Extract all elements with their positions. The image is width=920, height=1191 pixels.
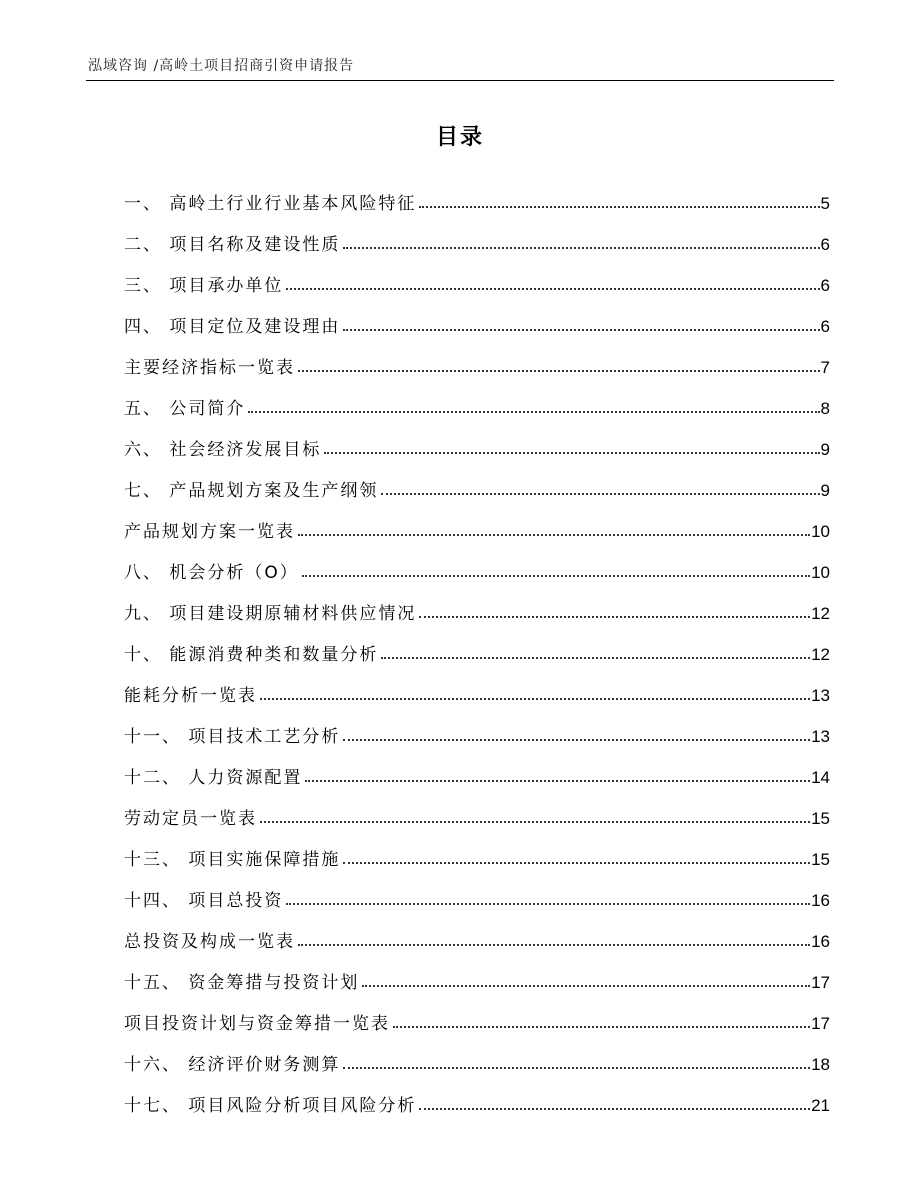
toc-dot-leader bbox=[298, 370, 820, 372]
toc-entry[interactable] bbox=[124, 583, 830, 624]
toc-dot-leader bbox=[362, 985, 810, 987]
toc-entry-page-number: 6 bbox=[820, 235, 830, 254]
toc-dot-leader bbox=[343, 739, 810, 741]
toc-dot-leader bbox=[381, 657, 810, 659]
toc-dot-leader bbox=[302, 575, 810, 577]
toc-entry[interactable] bbox=[124, 952, 830, 993]
toc-entry[interactable] bbox=[124, 173, 830, 214]
toc-entry[interactable] bbox=[124, 706, 830, 747]
toc-dot-leader bbox=[419, 616, 810, 618]
toc-entry-label: 劳动定员一览表 bbox=[124, 809, 257, 829]
toc-entry[interactable] bbox=[124, 255, 830, 296]
toc-entry-label: 一、 高岭土行业行业基本风险特征 bbox=[124, 194, 417, 214]
toc-entry-label: 总投资及构成一览表 bbox=[124, 932, 295, 952]
toc-entry-page-number: 9 bbox=[820, 440, 830, 459]
toc-dot-leader bbox=[298, 534, 810, 536]
toc-entry-label: 七、 产品规划方案及生产纲领 bbox=[124, 481, 379, 501]
toc-entry-label: 十三、 项目实施保障措施 bbox=[124, 850, 341, 870]
toc-entry[interactable] bbox=[124, 1075, 830, 1116]
toc-entry[interactable] bbox=[124, 665, 830, 706]
toc-entry-label: 十四、 项目总投资 bbox=[124, 891, 284, 911]
toc-entry-label: 项目投资计划与资金筹措一览表 bbox=[124, 1014, 390, 1034]
toc-entry-page-number: 5 bbox=[820, 194, 830, 213]
toc-entry[interactable] bbox=[124, 542, 830, 583]
toc-dot-leader bbox=[324, 452, 819, 454]
toc-entry[interactable] bbox=[124, 419, 830, 460]
toc-entry-page-number: 15 bbox=[811, 850, 830, 869]
toc-entry-page-number: 17 bbox=[811, 973, 830, 992]
toc-entry-label: 十、 能源消费种类和数量分析 bbox=[124, 645, 379, 665]
toc-dot-leader bbox=[343, 247, 819, 249]
toc-entry[interactable] bbox=[124, 1034, 830, 1075]
toc-entry-label: 产品规划方案一览表 bbox=[124, 522, 295, 542]
toc-entry-page-number: 7 bbox=[820, 358, 830, 377]
toc-entry-page-number: 16 bbox=[811, 932, 830, 951]
toc-entry[interactable] bbox=[124, 296, 830, 337]
toc-entry-label: 能耗分析一览表 bbox=[124, 686, 257, 706]
toc-entry[interactable] bbox=[124, 460, 830, 501]
toc-dot-leader bbox=[286, 903, 810, 905]
toc-entry-page-number: 14 bbox=[811, 768, 830, 787]
toc-entry[interactable] bbox=[124, 788, 830, 829]
toc-entry-label: 十五、 资金筹措与投资计划 bbox=[124, 973, 360, 993]
toc-dot-leader bbox=[343, 862, 810, 864]
toc-dot-leader bbox=[343, 1067, 810, 1069]
toc-entry-label: 十七、 项目风险分析项目风险分析 bbox=[124, 1096, 417, 1116]
toc-entry-page-number: 12 bbox=[811, 645, 830, 664]
toc-dot-leader bbox=[298, 944, 810, 946]
toc-entry[interactable] bbox=[124, 870, 830, 911]
toc-entry[interactable] bbox=[124, 829, 830, 870]
toc-entry-page-number: 6 bbox=[820, 317, 830, 336]
toc-entry-label: 三、 项目承办单位 bbox=[124, 276, 284, 296]
toc-entry-page-number: 8 bbox=[820, 399, 830, 418]
toc-dot-leader bbox=[381, 493, 819, 495]
toc-entry-label: 四、 项目定位及建设理由 bbox=[124, 317, 341, 337]
toc-entry-label: 主要经济指标一览表 bbox=[124, 358, 295, 378]
toc-dot-leader bbox=[260, 698, 810, 700]
toc-entry[interactable] bbox=[124, 624, 830, 665]
toc-entry-page-number: 21 bbox=[811, 1096, 830, 1115]
toc-dot-leader bbox=[393, 1026, 810, 1028]
toc-entry[interactable] bbox=[124, 337, 830, 378]
toc-entry-label: 五、 公司简介 bbox=[124, 399, 246, 419]
toc-dot-leader bbox=[305, 780, 810, 782]
toc-entry-label: 二、 项目名称及建设性质 bbox=[124, 235, 341, 255]
toc-entry[interactable] bbox=[124, 501, 830, 542]
toc-dot-leader bbox=[260, 821, 810, 823]
toc-entry-label: 九、 项目建设期原辅材料供应情况 bbox=[124, 604, 417, 624]
toc-entry-page-number: 17 bbox=[811, 1014, 830, 1033]
toc-entry-page-number: 13 bbox=[811, 727, 830, 746]
toc-entry[interactable] bbox=[124, 214, 830, 255]
toc-entry-page-number: 15 bbox=[811, 809, 830, 828]
toc-entry-page-number: 6 bbox=[820, 276, 830, 295]
toc-entry-label: 十二、 人力资源配置 bbox=[124, 768, 303, 788]
toc-entry-label: 十一、 项目技术工艺分析 bbox=[124, 727, 341, 747]
toc-dot-leader bbox=[343, 329, 819, 331]
toc-entry-label: 六、 社会经济发展目标 bbox=[124, 440, 322, 460]
toc-entry-page-number: 18 bbox=[811, 1055, 830, 1074]
toc-entry-page-number: 10 bbox=[811, 563, 830, 582]
toc-entry-label: 八、 机会分析（O） bbox=[124, 563, 299, 583]
table-of-contents bbox=[124, 173, 830, 1116]
toc-dot-leader bbox=[419, 1108, 810, 1110]
toc-entry-page-number: 12 bbox=[811, 604, 830, 623]
toc-dot-leader bbox=[419, 206, 819, 208]
toc-entry[interactable] bbox=[124, 747, 830, 788]
toc-title: 目录 bbox=[435, 125, 484, 150]
running-header: 泓域咨询 /高岭土项目招商引资申请报告 bbox=[88, 58, 355, 74]
toc-dot-leader bbox=[248, 411, 819, 413]
toc-entry[interactable] bbox=[124, 378, 830, 419]
header-divider bbox=[86, 80, 834, 81]
toc-entry-page-number: 10 bbox=[811, 522, 830, 541]
toc-entry[interactable] bbox=[124, 911, 830, 952]
toc-dot-leader bbox=[286, 288, 819, 290]
toc-entry-label: 十六、 经济评价财务测算 bbox=[124, 1055, 341, 1075]
toc-entry-page-number: 16 bbox=[811, 891, 830, 910]
toc-entry-page-number: 13 bbox=[811, 686, 830, 705]
toc-entry[interactable] bbox=[124, 993, 830, 1034]
toc-entry-page-number: 9 bbox=[820, 481, 830, 500]
